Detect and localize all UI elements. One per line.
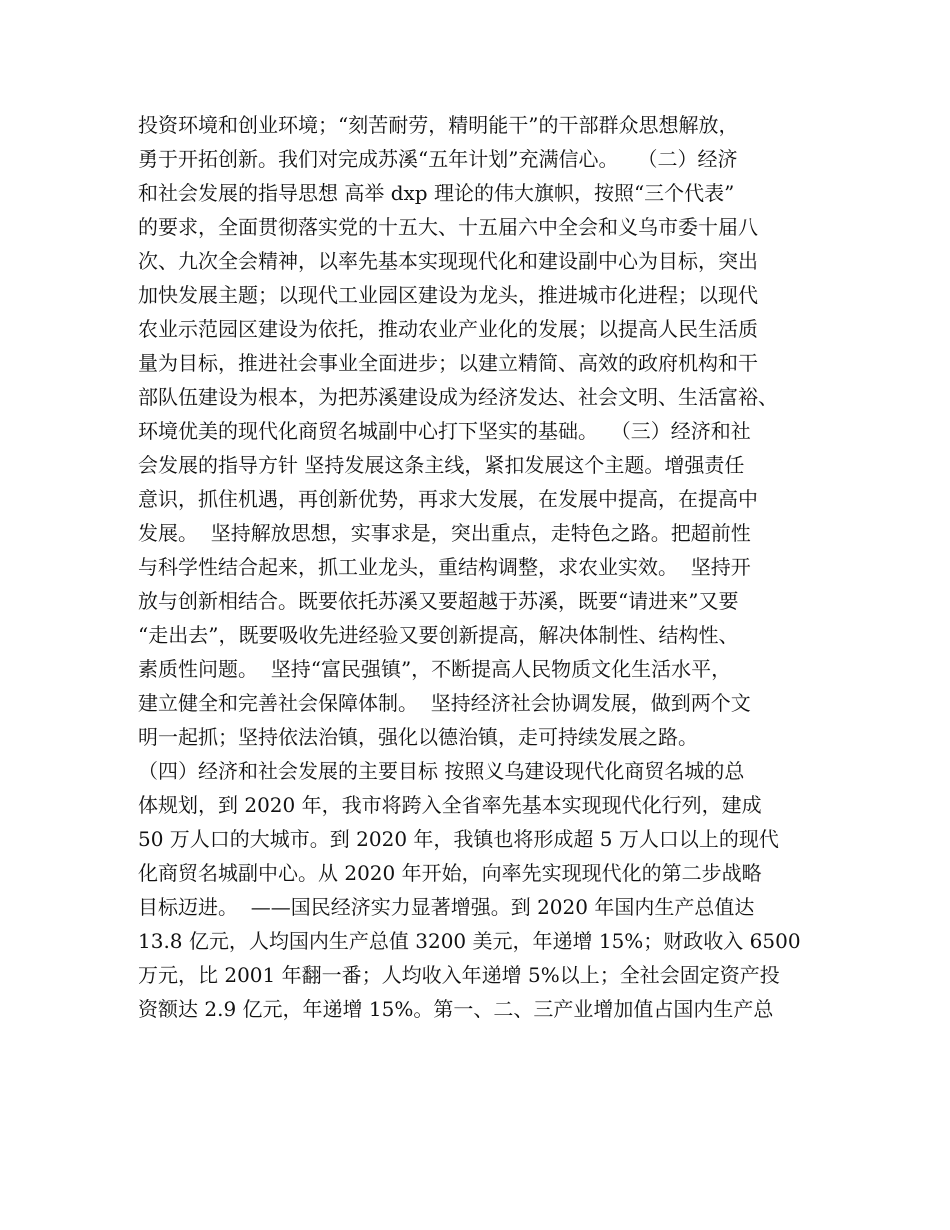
text-line: 放与创新相结合。既要依托苏溪又要超越于苏溪，既要“请进来”又要	[138, 589, 739, 613]
text-line: 投资环境和创业环境；“刻苦耐劳，精明能干”的干部群众思想解放，	[138, 113, 739, 137]
text-line: 素质性问题。 坚持“富民强镇”，不断提高人民物质文化生活水平，	[138, 657, 732, 681]
text-line: 意识，抓住机遇，再创新优势，再求大发展，在发展中提高，在提高中	[138, 487, 758, 511]
text-line: “走出去”，既要吸收先进经验又要创新提高，解决体制性、结构性、	[138, 623, 739, 647]
text-line: 目标迈进。 ——国民经济实力显著增强。到 2020 年国内生产总值达	[138, 895, 755, 919]
text-line: 发展。 坚持解放思想，实事求是，突出重点，走特色之路。把超前性	[138, 521, 751, 545]
text-line: 建立健全和完善社会保障体制。 坚持经济社会协调发展，做到两个文	[138, 691, 751, 715]
text-line: 加快发展主题；以现代工业园区建设为龙头，推进城市化进程；以现代	[138, 283, 758, 307]
text-line: 体规划，到 2020 年，我市将跨入全省率先基本实现现代化行列，建成	[138, 793, 762, 817]
text-line: 50 万人口的大城市。到 2020 年，我镇也将形成超 5 万人口以上的现代	[138, 827, 779, 851]
text-line: 化商贸名城副中心。从 2020 年开始，向率先实现现代化的第二步战略	[138, 861, 762, 885]
text-line: 万元，比 2001 年翻一番；人均收入年递增 5%以上；全社会固定资产投	[138, 963, 780, 987]
text-line: 会发展的指导方针 坚持发展这条主线，紧扣发展这个主题。增强责任	[138, 453, 745, 477]
text-line: 明一起抓；坚持依法治镇，强化以德治镇，走可持续发展之路。	[138, 725, 698, 749]
text-line: 部队伍建设为根本，为把苏溪建设成为经济发达、社会文明、生活富裕、	[138, 385, 778, 409]
text-line: 的要求，全面贯彻落实党的十五大、十五届六中全会和义乌市委十届八	[138, 215, 758, 239]
text-line: （四）经济和社会发展的主要目标 按照义乌建设现代化商贸名城的总	[138, 759, 745, 783]
text-line: 勇于开拓创新。我们对完成苏溪“五年计划”充满信心。 （二）经济	[138, 147, 738, 171]
text-line: 资额达 2.9 亿元，年递增 15%。第一、二、三产业增加值占国内生产总	[138, 997, 774, 1021]
text-line: 量为目标，推进社会事业全面进步；以建立精简、高效的政府机构和干	[138, 351, 758, 375]
text-line: 环境优美的现代化商贸名城副中心打下坚实的基础。 （三）经济和社	[138, 419, 751, 443]
text-line: 农业示范园区建设为依托，推动农业产业化的发展；以提高人民生活质	[138, 317, 758, 341]
text-line: 13.8 亿元，人均国内生产总值 3200 美元，年递增 15%；财政收入 6500	[138, 929, 801, 953]
body-text	[138, 108, 828, 1026]
text-line: 次、九次全会精神，以率先基本实现现代化和建设副中心为目标，突出	[138, 249, 758, 273]
text-line: 和社会发展的指导思想 高举 dxp 理论的伟大旗帜，按照“三个代表”	[138, 181, 735, 205]
text-line: 与科学性结合起来，抓工业龙头，重结构调整，求农业实效。 坚持开	[138, 555, 751, 579]
